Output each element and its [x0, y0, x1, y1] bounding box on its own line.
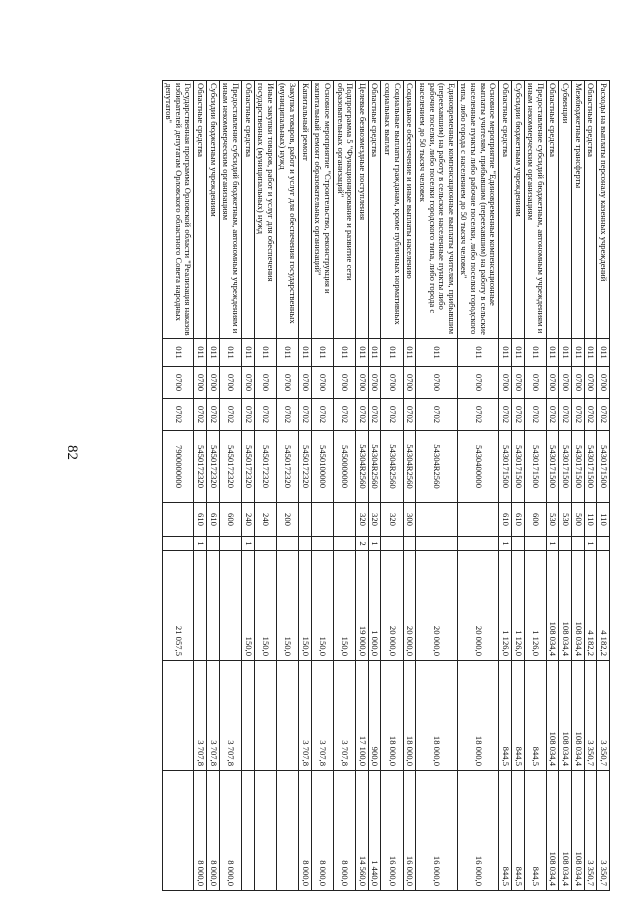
row-amount-year1: 4 182,2 — [597, 551, 610, 661]
row-name: Основное мероприятие "Единовременные компенсационные выплаты учителям, прибывшим (переехавшим) на работу в сельские населенные пункты либо рабочие поселки, либо поселки городского типа, либо города с населением до 50 тысяч человек" — [457, 81, 499, 339]
row-amount-year1: 1 000,0 — [368, 551, 381, 661]
row-grbs: 011 — [546, 339, 559, 367]
table-row — [299, 81, 312, 891]
row-section: 0700 — [311, 367, 333, 399]
row-subsection: 0702 — [242, 399, 255, 431]
row-amount-year1: 19 000,0 — [356, 551, 369, 661]
row-funding-source — [512, 537, 525, 551]
row-funding-source — [276, 537, 298, 551]
row-amount-year3: 8 000,0 — [311, 771, 333, 891]
row-section: 0700 — [572, 367, 585, 399]
table-row — [457, 81, 499, 891]
row-section: 0700 — [207, 367, 220, 399]
row-amount-year3 — [242, 771, 255, 891]
row-amount-year3 — [162, 771, 194, 891]
row-expense-type: 320 — [368, 503, 381, 537]
row-expense-type — [416, 503, 458, 537]
row-funding-source — [254, 537, 276, 551]
row-amount-year1: 150,0 — [242, 551, 255, 661]
row-amount-year2: 844,5 — [512, 661, 525, 771]
row-target-article: 5450172320 — [219, 431, 241, 503]
row-funding-source — [381, 537, 403, 551]
row-section: 0700 — [299, 367, 312, 399]
row-name: Единовременные компенсационные выплаты учителям, прибывшим (переехавшим) на работу в сельские населенные пункты либо рабочие поселки, либо поселки городского типа, либо города с населением до 50 тысяч человек — [416, 81, 458, 339]
row-expense-type: 320 — [356, 503, 369, 537]
row-target-article: 5450172320 — [194, 431, 207, 503]
row-name: Социальные выплаты гражданам, кроме публичных нормативных социальных выплат — [381, 81, 403, 339]
row-subsection: 0702 — [597, 399, 610, 431]
row-expense-type: 600 — [524, 503, 546, 537]
row-section: 0700 — [356, 367, 369, 399]
row-funding-source: 1 — [194, 537, 207, 551]
row-grbs: 011 — [254, 339, 276, 367]
row-amount-year3: 108 034,4 — [559, 771, 572, 891]
row-expense-type: 240 — [242, 503, 255, 537]
row-amount-year2: 108 034,4 — [559, 661, 572, 771]
row-amount-year2: 3 707,8 — [194, 661, 207, 771]
row-target-article: 5450172320 — [207, 431, 220, 503]
row-amount-year2 — [254, 661, 276, 771]
row-name: Государственная программа Орловской области "Реализация наказов избирателей депутатам Орловского областного Совета народных депутатов" — [162, 81, 194, 339]
row-subsection: 0702 — [416, 399, 458, 431]
row-name: Основное мероприятие "Строительство, реконструкция и капитальный ремонт образовательных организаций" — [311, 81, 333, 339]
row-subsection: 0702 — [572, 399, 585, 431]
row-amount-year2: 18 000,0 — [457, 661, 499, 771]
row-name: Областные средства — [242, 81, 255, 339]
row-amount-year3: 108 034,4 — [572, 771, 585, 891]
row-grbs: 011 — [457, 339, 499, 367]
row-subsection: 0702 — [207, 399, 220, 431]
row-amount-year2: 108 034,4 — [572, 661, 585, 771]
page-number: 82 — [64, 445, 80, 460]
row-amount-year3 — [276, 771, 298, 891]
row-amount-year1: 4 182,2 — [584, 551, 597, 661]
row-expense-type: 200 — [276, 503, 298, 537]
row-amount-year3: 16 000,0 — [381, 771, 403, 891]
row-target-article: 5430171500 — [572, 431, 585, 503]
row-amount-year3: 16 000,0 — [403, 771, 416, 891]
row-section: 0700 — [584, 367, 597, 399]
row-expense-type — [299, 503, 312, 537]
row-funding-source — [403, 537, 416, 551]
row-funding-source: 1 — [546, 537, 559, 551]
row-name: Субсидии бюджетным учреждениям — [512, 81, 525, 339]
row-section: 0700 — [559, 367, 572, 399]
row-target-article: 54304R2560 — [403, 431, 416, 503]
row-funding-source — [299, 537, 312, 551]
row-amount-year3 — [254, 771, 276, 891]
row-amount-year3: 8 000,0 — [334, 771, 356, 891]
row-expense-type: 320 — [381, 503, 403, 537]
row-target-article: 5430171500 — [546, 431, 559, 503]
row-amount-year1: 108 034,4 — [559, 551, 572, 661]
budget-table-container — [80, 80, 610, 890]
row-funding-source: 1 — [242, 537, 255, 551]
row-section: 0700 — [242, 367, 255, 399]
row-amount-year1: 150,0 — [334, 551, 356, 661]
table-row — [499, 81, 512, 891]
row-name: Капитальный ремонт — [299, 81, 312, 339]
row-funding-source: 1 — [368, 537, 381, 551]
row-subsection: 0702 — [194, 399, 207, 431]
row-grbs: 011 — [559, 339, 572, 367]
row-section: 0700 — [403, 367, 416, 399]
row-amount-year1: 20 000,0 — [457, 551, 499, 661]
row-grbs: 011 — [162, 339, 194, 367]
row-amount-year1: 20 000,0 — [403, 551, 416, 661]
row-amount-year1: 108 034,4 — [572, 551, 585, 661]
row-expense-type: 530 — [559, 503, 572, 537]
table-row — [254, 81, 276, 891]
row-name: Предоставление субсидий бюджетным, автономным учреждениям и иным некоммерческим организациям — [524, 81, 546, 339]
row-expense-type: 110 — [597, 503, 610, 537]
row-name: Социальное обеспечение и иные выплаты населению — [403, 81, 416, 339]
row-expense-type: 300 — [403, 503, 416, 537]
table-row — [356, 81, 369, 891]
row-name: Закупка товаров, работ и услуг для обеспечения государственных (муниципальных) нужд — [276, 81, 298, 339]
row-grbs: 011 — [207, 339, 220, 367]
row-amount-year1: 21 057,5 — [162, 551, 194, 661]
row-grbs: 011 — [499, 339, 512, 367]
row-section: 0700 — [219, 367, 241, 399]
row-subsection: 0702 — [512, 399, 525, 431]
row-amount-year2: 3 350,7 — [597, 661, 610, 771]
row-expense-type — [457, 503, 499, 537]
row-expense-type: 600 — [219, 503, 241, 537]
row-amount-year3: 16 000,0 — [416, 771, 458, 891]
row-target-article: 54304R2560 — [416, 431, 458, 503]
row-subsection: 0702 — [219, 399, 241, 431]
row-name: Областные средства — [499, 81, 512, 339]
row-grbs: 011 — [311, 339, 333, 367]
table-row — [162, 81, 194, 891]
row-grbs: 011 — [194, 339, 207, 367]
row-amount-year2: 3 707,8 — [311, 661, 333, 771]
row-expense-type: 610 — [512, 503, 525, 537]
row-target-article: 5450172320 — [242, 431, 255, 503]
row-grbs: 011 — [276, 339, 298, 367]
row-section: 0700 — [194, 367, 207, 399]
row-target-article: 5430171500 — [559, 431, 572, 503]
row-target-article: 7900000000 — [162, 431, 194, 503]
row-subsection: 0702 — [457, 399, 499, 431]
row-funding-source — [559, 537, 572, 551]
row-name: Субвенции — [559, 81, 572, 339]
row-funding-source — [207, 537, 220, 551]
row-funding-source — [457, 537, 499, 551]
row-funding-source — [524, 537, 546, 551]
table-row — [381, 81, 403, 891]
row-subsection: 0702 — [524, 399, 546, 431]
row-amount-year3: 844,5 — [499, 771, 512, 891]
table-body — [162, 81, 609, 891]
row-amount-year2: 844,5 — [524, 661, 546, 771]
row-grbs: 011 — [597, 339, 610, 367]
row-grbs: 011 — [368, 339, 381, 367]
row-expense-type: 610 — [499, 503, 512, 537]
row-subsection: 0702 — [162, 399, 194, 431]
row-amount-year3: 1 440,0 — [368, 771, 381, 891]
row-amount-year1: 150,0 — [254, 551, 276, 661]
row-amount-year2: 18 000,0 — [381, 661, 403, 771]
table-row — [276, 81, 298, 891]
row-subsection: 0702 — [584, 399, 597, 431]
table-row — [403, 81, 416, 891]
row-name: Областные средства — [546, 81, 559, 339]
row-subsection: 0702 — [356, 399, 369, 431]
row-amount-year1: 20 000,0 — [416, 551, 458, 661]
row-amount-year3: 844,5 — [512, 771, 525, 891]
row-amount-year1 — [219, 551, 241, 661]
row-grbs: 011 — [512, 339, 525, 367]
row-grbs: 011 — [416, 339, 458, 367]
row-amount-year3: 844,5 — [524, 771, 546, 891]
row-amount-year1 — [194, 551, 207, 661]
row-funding-source — [334, 537, 356, 551]
row-grbs: 011 — [219, 339, 241, 367]
row-target-article: 5450172320 — [299, 431, 312, 503]
row-target-article: 5430171500 — [597, 431, 610, 503]
row-name: Иные закупки товаров, работ и услуг для обеспечения государственных (муниципальных) нужд — [254, 81, 276, 339]
row-section: 0700 — [416, 367, 458, 399]
row-amount-year3: 108 034,4 — [546, 771, 559, 891]
row-subsection: 0702 — [559, 399, 572, 431]
row-target-article: 54304R2560 — [356, 431, 369, 503]
row-section: 0700 — [254, 367, 276, 399]
row-expense-type — [162, 503, 194, 537]
row-amount-year1: 1 126,0 — [512, 551, 525, 661]
row-amount-year1: 1 126,0 — [499, 551, 512, 661]
row-amount-year2: 17 100,0 — [356, 661, 369, 771]
row-amount-year2: 900,0 — [368, 661, 381, 771]
row-name: Подпрограмма 5 "Функционирование и развитие сети образовательных организаций" — [334, 81, 356, 339]
row-amount-year2 — [162, 661, 194, 771]
row-funding-source — [572, 537, 585, 551]
row-amount-year1: 150,0 — [311, 551, 333, 661]
row-expense-type: 240 — [254, 503, 276, 537]
row-target-article: 5450172320 — [276, 431, 298, 503]
row-amount-year2 — [242, 661, 255, 771]
row-amount-year3: 3 350,7 — [584, 771, 597, 891]
row-expense-type — [311, 503, 333, 537]
row-amount-year2: 3 707,8 — [334, 661, 356, 771]
row-subsection: 0702 — [276, 399, 298, 431]
row-amount-year3: 8 000,0 — [299, 771, 312, 891]
row-amount-year2: 18 000,0 — [416, 661, 458, 771]
row-subsection: 0702 — [546, 399, 559, 431]
row-section: 0700 — [499, 367, 512, 399]
table-row — [572, 81, 585, 891]
row-funding-source — [416, 537, 458, 551]
row-target-article: 5430400000 — [457, 431, 499, 503]
budget-table — [162, 80, 610, 891]
row-amount-year3: 8 000,0 — [194, 771, 207, 891]
row-amount-year2: 844,5 — [499, 661, 512, 771]
row-target-article: 5450100000 — [311, 431, 333, 503]
row-amount-year2 — [276, 661, 298, 771]
row-amount-year1: 108 034,4 — [546, 551, 559, 661]
table-row — [512, 81, 525, 891]
row-subsection: 0702 — [334, 399, 356, 431]
row-funding-source — [219, 537, 241, 551]
row-amount-year1: 1 126,0 — [524, 551, 546, 661]
row-target-article: 5430171500 — [584, 431, 597, 503]
row-expense-type — [334, 503, 356, 537]
table-row — [597, 81, 610, 891]
row-grbs: 011 — [584, 339, 597, 367]
row-funding-source — [311, 537, 333, 551]
row-target-article: 54304R2560 — [368, 431, 381, 503]
row-name: Целевые безвозмездные поступления — [356, 81, 369, 339]
row-grbs: 011 — [403, 339, 416, 367]
table-row — [194, 81, 207, 891]
row-subsection: 0702 — [299, 399, 312, 431]
row-funding-source: 1 — [499, 537, 512, 551]
row-section: 0700 — [457, 367, 499, 399]
row-section: 0700 — [524, 367, 546, 399]
row-section: 0700 — [368, 367, 381, 399]
row-expense-type: 610 — [207, 503, 220, 537]
row-target-article: 5430171500 — [512, 431, 525, 503]
row-funding-source: 2 — [356, 537, 369, 551]
row-expense-type: 530 — [546, 503, 559, 537]
table-row — [334, 81, 356, 891]
table-row — [207, 81, 220, 891]
row-funding-source — [162, 537, 194, 551]
row-name: Межбюджетные трансферты — [572, 81, 585, 339]
table-row — [219, 81, 241, 891]
row-section: 0700 — [334, 367, 356, 399]
row-grbs: 011 — [299, 339, 312, 367]
row-subsection: 0702 — [254, 399, 276, 431]
row-expense-type: 610 — [194, 503, 207, 537]
row-amount-year2: 3 707,8 — [207, 661, 220, 771]
row-grbs: 011 — [572, 339, 585, 367]
row-grbs: 011 — [356, 339, 369, 367]
row-amount-year3: 16 000,0 — [457, 771, 499, 891]
row-amount-year2: 3 350,7 — [584, 661, 597, 771]
row-subsection: 0702 — [368, 399, 381, 431]
row-name: Областные средства — [368, 81, 381, 339]
row-amount-year3: 14 560,0 — [356, 771, 369, 891]
row-subsection: 0702 — [381, 399, 403, 431]
row-amount-year3: 3 350,7 — [597, 771, 610, 891]
row-target-article: 5430171500 — [524, 431, 546, 503]
row-name: Областные средства — [584, 81, 597, 339]
row-amount-year3: 8 000,0 — [207, 771, 220, 891]
row-target-article: 5450172320 — [254, 431, 276, 503]
row-grbs: 011 — [334, 339, 356, 367]
row-amount-year2: 108 034,4 — [546, 661, 559, 771]
row-funding-source — [597, 537, 610, 551]
row-funding-source: 1 — [584, 537, 597, 551]
table-row — [311, 81, 333, 891]
row-amount-year1: 150,0 — [276, 551, 298, 661]
row-section: 0700 — [381, 367, 403, 399]
row-grbs: 011 — [242, 339, 255, 367]
row-expense-type: 110 — [584, 503, 597, 537]
table-row — [546, 81, 559, 891]
table-row — [559, 81, 572, 891]
row-section: 0700 — [512, 367, 525, 399]
row-name: Предоставление субсидий бюджетным, автономным учреждениям и иным некоммерческим организациям — [219, 81, 241, 339]
row-section: 0700 — [546, 367, 559, 399]
row-target-article: 5430171500 — [499, 431, 512, 503]
row-grbs: 011 — [381, 339, 403, 367]
row-amount-year2: 3 707,8 — [219, 661, 241, 771]
row-grbs: 011 — [524, 339, 546, 367]
row-name: Субсидии бюджетным учреждениям — [207, 81, 220, 339]
row-section: 0700 — [597, 367, 610, 399]
table-row — [242, 81, 255, 891]
row-amount-year1: 150,0 — [299, 551, 312, 661]
row-target-article: 5450000000 — [334, 431, 356, 503]
row-name: Областные средства — [194, 81, 207, 339]
row-subsection: 0702 — [499, 399, 512, 431]
row-section: 0700 — [276, 367, 298, 399]
table-row — [524, 81, 546, 891]
table-row — [416, 81, 458, 891]
row-name: Расходы на выплаты персоналу казенных учреждений — [597, 81, 610, 339]
row-expense-type: 500 — [572, 503, 585, 537]
row-amount-year2: 18 000,0 — [403, 661, 416, 771]
row-amount-year1 — [207, 551, 220, 661]
row-section: 0700 — [162, 367, 194, 399]
row-amount-year3: 8 000,0 — [219, 771, 241, 891]
row-subsection: 0702 — [403, 399, 416, 431]
row-amount-year1: 20 000,0 — [381, 551, 403, 661]
table-row — [368, 81, 381, 891]
table-row — [584, 81, 597, 891]
row-subsection: 0702 — [311, 399, 333, 431]
row-amount-year2: 3 707,8 — [299, 661, 312, 771]
row-target-article: 54304R2560 — [381, 431, 403, 503]
